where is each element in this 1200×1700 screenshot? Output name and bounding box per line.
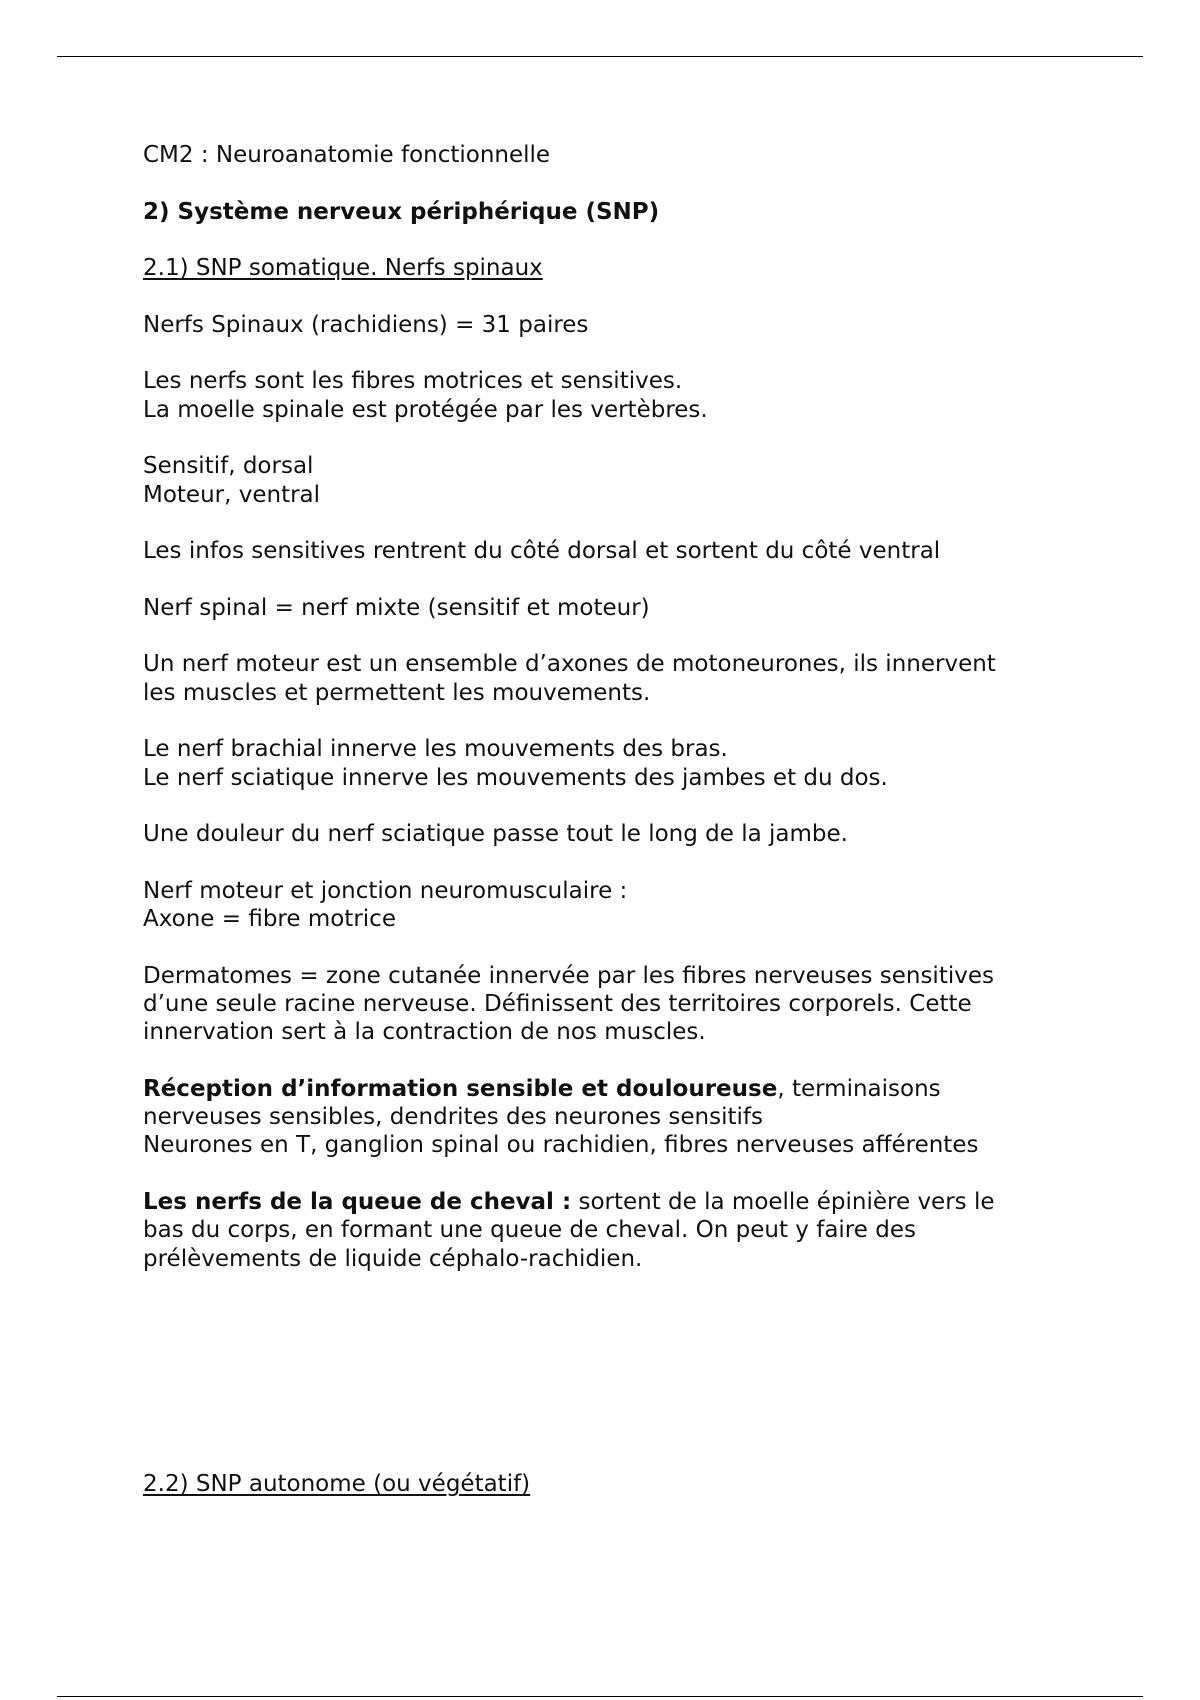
paragraph-douleur: Une douleur du nerf sciatique passe tout le long de la jambe. bbox=[143, 821, 848, 848]
paragraph-line: Nerf moteur et jonction neuromusculaire : bbox=[143, 877, 628, 904]
queue-de-cheval-rest: sortent de la moelle épinière vers le bbox=[571, 1188, 995, 1215]
paragraph-line: les muscles et permettent les mouvements. bbox=[143, 679, 651, 706]
paragraph-line: Le nerf brachial innerve les mouvements des bras. bbox=[143, 736, 728, 763]
paragraph-line: Dermatomes = zone cutanée innervée par les fibres nerveuses sensitives bbox=[143, 962, 994, 989]
paragraph-line: La moelle spinale est protégée par les vertèbres. bbox=[143, 396, 708, 423]
paragraph-reception bbox=[143, 1075, 1063, 1160]
paragraph-line: bas du corps, en formant une queue de cheval. On peut y faire des bbox=[143, 1217, 916, 1244]
section-heading: 2) Système nerveux périphérique (SNP) bbox=[143, 198, 660, 225]
subsection-heading-2-2 bbox=[143, 1470, 530, 1498]
header-rule bbox=[57, 56, 1143, 57]
paragraph-line: nerveuses sensibles, dendrites des neurones sensitifs bbox=[143, 1104, 763, 1131]
paragraph-line: Neurones en T, ganglion spinal ou rachidien, fibres nerveuses afférentes bbox=[143, 1132, 979, 1159]
subsection-heading-2-2-text: 2.2) SNP autonome (ou végétatif) bbox=[143, 1471, 531, 1497]
paragraph-nerf-mixte: Nerf spinal = nerf mixte (sensitif et moteur) bbox=[143, 594, 650, 621]
paragraph-line: Un nerf moteur est un ensemble d’axones de motoneurones, ils innervent bbox=[143, 651, 996, 678]
course-title: CM2 : Neuroanatomie fonctionnelle bbox=[143, 142, 551, 168]
paragraph-line: Axone = fibre motrice bbox=[143, 906, 396, 933]
paragraph-brachial-sciatique bbox=[143, 735, 1063, 792]
paragraph-line: innervation sert à la contraction de nos muscles. bbox=[143, 1019, 706, 1046]
paragraph-infos-sensitives: Les infos sensitives rentrent du côté dorsal et sortent du côté ventral bbox=[143, 538, 941, 565]
subsection-heading-2-1-text: 2.1) SNP somatique. Nerfs spinaux bbox=[143, 255, 543, 282]
document-body bbox=[143, 141, 1063, 1301]
paragraph-jonction bbox=[143, 877, 1063, 934]
paragraph-line: d’une seule racine nerveuse. Définissent des territoires corporels. Cette bbox=[143, 990, 972, 1017]
paragraph-nerfs-spinaux: Nerfs Spinaux (rachidiens) = 31 paires bbox=[143, 311, 589, 338]
paragraph-line: Moteur, ventral bbox=[143, 481, 321, 508]
paragraph-line: prélèvements de liquide céphalo-rachidien. bbox=[143, 1245, 643, 1272]
footer-rule bbox=[57, 1696, 1143, 1697]
paragraph-queue-de-cheval bbox=[143, 1188, 1063, 1273]
paragraph-sensitif-moteur bbox=[143, 452, 1063, 509]
paragraph-fibres bbox=[143, 367, 1063, 424]
paragraph-line bbox=[143, 1188, 1063, 1216]
reception-rest: , terminaisons bbox=[777, 1075, 941, 1102]
paragraph-line bbox=[143, 1075, 1063, 1103]
subsection-heading-2-1 bbox=[143, 254, 1063, 282]
queue-de-cheval-term: Les nerfs de la queue de cheval : bbox=[143, 1188, 572, 1215]
paragraph-line: Le nerf sciatique innerve les mouvements des jambes et du dos. bbox=[143, 764, 888, 791]
paragraph-dermatomes bbox=[143, 962, 1063, 1047]
paragraph-line: Sensitif, dorsal bbox=[143, 453, 314, 480]
reception-term: Réception d’information sensible et douloureuse bbox=[143, 1075, 778, 1102]
paragraph-nerf-moteur bbox=[143, 650, 1063, 707]
paragraph-line: Les nerfs sont les fibres motrices et sensitives. bbox=[143, 368, 683, 395]
